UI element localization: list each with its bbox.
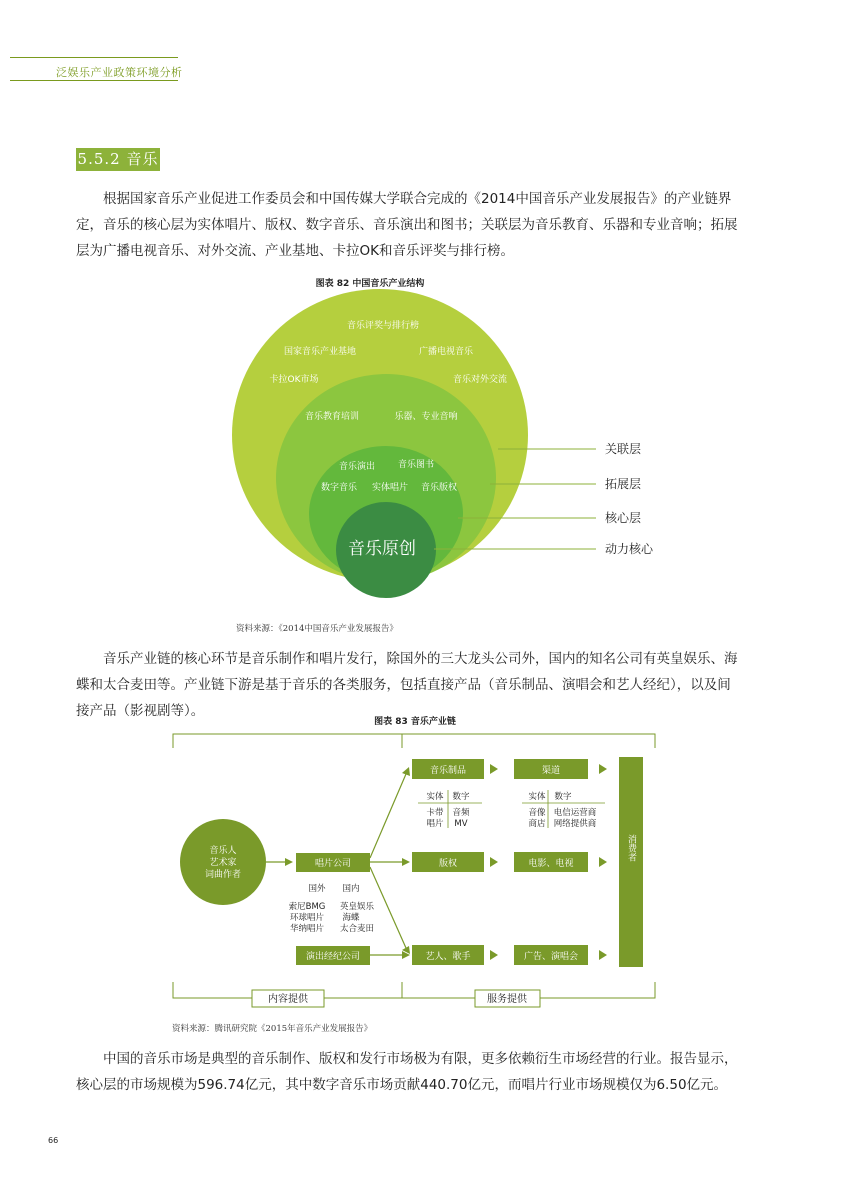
consumer-bar	[619, 757, 643, 967]
artists-label: 艺人、歌手	[425, 952, 471, 962]
product-audio: 音频	[452, 808, 470, 818]
label-digital: 数字音乐	[320, 483, 358, 493]
header-title: 泛娱乐产业政策环境分析	[56, 66, 183, 79]
figure-82-source: 资料来源：《2014中国音乐产业发展报告》	[236, 624, 398, 634]
figure-82-diagram	[220, 288, 680, 613]
label-base: 国家音乐产业基地	[283, 347, 357, 357]
section-tag: 5.5.2 音乐	[76, 148, 160, 171]
header-rule-bottom	[10, 80, 178, 81]
figure-83-source: 资料来源：腾讯研究院《2015年音乐产业发展报告》	[172, 1024, 373, 1034]
label-exchange: 音乐对外交流	[452, 375, 508, 385]
rc-domestic-2: 海蝶	[342, 913, 360, 923]
rc-domestic-3: 太合麦田	[339, 924, 375, 934]
label-performance: 音乐演出	[338, 462, 376, 472]
creator-line-3: 词曲作者	[204, 870, 242, 880]
label-awards: 音乐评奖与排行榜	[346, 321, 420, 331]
figure-83-diagram	[165, 726, 665, 1014]
product-type-physical: 实体	[426, 792, 444, 802]
paragraph-3: 中国的音乐市场是典型的音乐制作、版权和发行市场极为有限，更多依赖衍生市场经营的行业。报告显示，核心层的市场规模为596.74亿元，其中数字音乐市场贡献440.70亿元，而唱片行业市场规模仅为6.50亿元。	[76, 1051, 738, 1093]
creator-line-1: 音乐人	[209, 846, 237, 856]
rc-foreign-1: 索尼BMG	[288, 902, 326, 912]
rc-col-foreign: 国外	[308, 884, 326, 894]
content-provision-label: 内容提供	[268, 994, 308, 1005]
header-rule-top	[10, 57, 178, 58]
figure-82-caption: 图表 82 中国音乐产业结构	[315, 279, 425, 289]
side-label-expansion: 拓展层	[605, 477, 642, 491]
paragraph-2: 音乐产业链的核心环节是音乐制作和唱片发行，除国外的三大龙头公司外，国内的知名公司有英皇娱乐、海蝶和太合麦田等。产业链下游是基于音乐的各类服务，包括直接产品（音乐制品、演唱会和艺人经纪），以及间接产品（影视剧等）。	[76, 651, 738, 719]
record-company-label: 唱片公司	[314, 859, 352, 869]
film-tv-label: 电影、电视	[528, 859, 574, 869]
side-label-driver: 动力核心	[605, 542, 654, 556]
rc-col-domestic: 国内	[342, 884, 360, 894]
channel-label: 渠道	[541, 766, 561, 776]
channel-type-digital: 数字	[554, 792, 572, 802]
label-core: 音乐原创	[348, 539, 416, 559]
paragraph-1: 根据国家音乐产业促进工作委员会和中国传媒大学联合完成的《2014中国音乐产业发展报告》的产业链界定，音乐的核心层为实体唱片、版权、数字音乐、音乐演出和图书；关联层为音乐教育、乐器和专业音响；拓展层为广播电视音乐、对外交流、产业基地、卡拉OK和音乐评奖与排行榜。	[76, 191, 738, 259]
side-label-core: 核心层	[605, 511, 642, 525]
label-education: 音乐教育培训	[304, 412, 360, 422]
ads-concerts-label: 广告、演唱会	[523, 952, 579, 962]
channel-av: 音像	[528, 808, 546, 818]
page-number: 66	[48, 1136, 59, 1145]
creator-line-2: 艺术家	[209, 858, 237, 868]
rc-foreign-3: 华纳唱片	[289, 924, 325, 934]
service-provision-label: 服务提供	[487, 994, 527, 1005]
channel-store: 商店	[528, 819, 546, 829]
label-instruments: 乐器、专业音响	[394, 412, 458, 422]
product-cassette: 卡带	[426, 808, 444, 818]
product-type-digital: 数字	[452, 792, 470, 802]
agency-label: 演出经纪公司	[305, 952, 361, 962]
copyright-label: 版权	[438, 859, 458, 869]
product-record: 唱片	[426, 819, 444, 829]
label-karaoke: 卡拉OK市场	[269, 375, 319, 385]
product-mv: MV	[454, 819, 468, 829]
figure-83-caption: 图表 83 音乐产业链	[374, 717, 456, 727]
label-physical: 实体唱片	[371, 483, 409, 493]
music-products-label: 音乐制品	[429, 766, 467, 776]
label-books: 音乐图书	[397, 460, 435, 470]
channel-type-physical: 实体	[528, 792, 546, 802]
label-copyright: 音乐版权	[420, 483, 458, 493]
rc-foreign-2: 环球唱片	[289, 913, 325, 923]
label-broadcast: 广播电视音乐	[418, 347, 474, 357]
consumer-label: 消费者	[626, 834, 636, 862]
channel-telecom: 电信运营商	[553, 808, 597, 818]
rc-domestic-1: 英皇娱乐	[339, 902, 375, 912]
side-label-related: 关联层	[605, 442, 642, 456]
channel-network: 网络提供商	[553, 819, 597, 829]
